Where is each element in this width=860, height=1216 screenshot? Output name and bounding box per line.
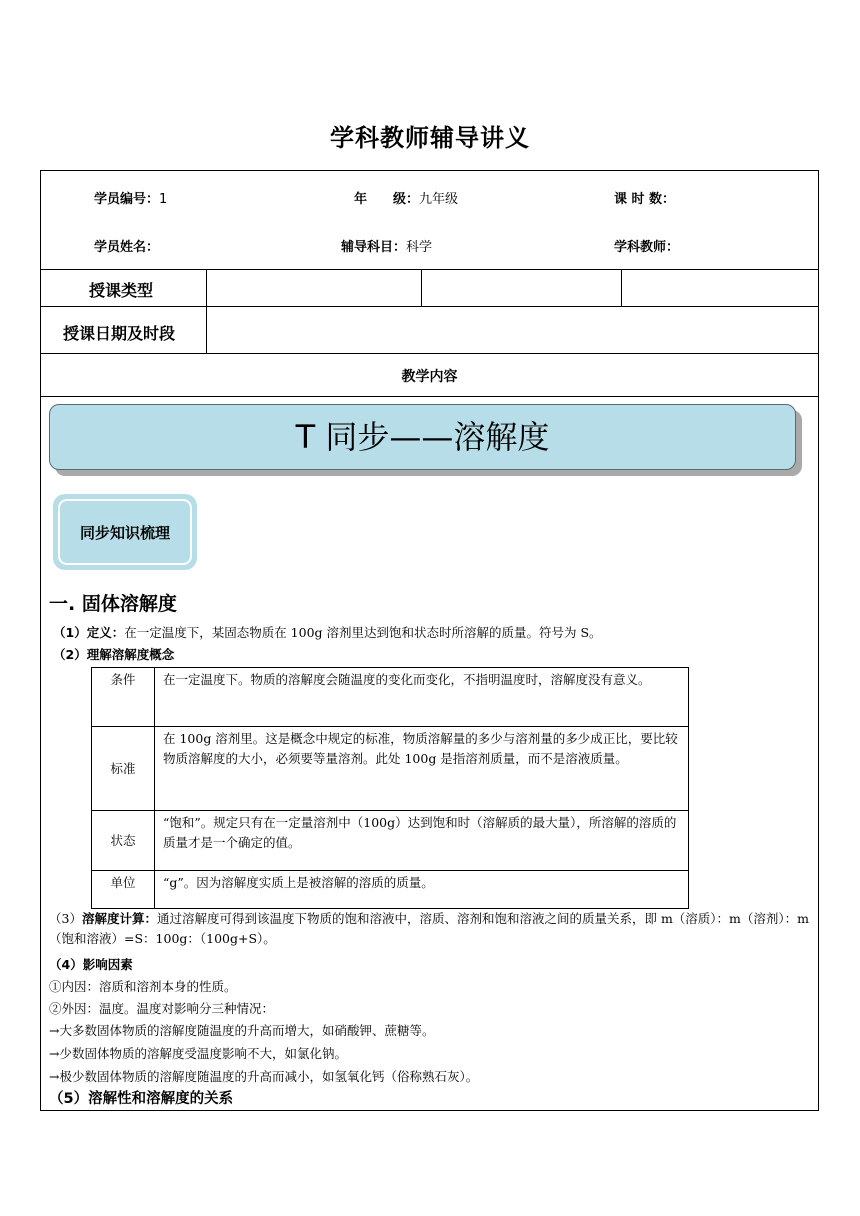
table-cell-key: 条件 <box>92 668 155 727</box>
divider <box>41 306 818 307</box>
relation-label: （5）溶解性和溶解度的关系 <box>49 1091 234 1107</box>
hours-label: 课 时 数： <box>614 192 676 207</box>
lesson-frame <box>40 170 819 1111</box>
student-id-value: 1 <box>159 192 168 207</box>
divider <box>41 396 818 397</box>
document-title: 学科教师辅导讲义 <box>330 124 530 152</box>
definition-label: （1）定义： <box>53 625 125 640</box>
divider <box>421 269 422 306</box>
concept-table <box>91 667 689 909</box>
table-cell-value: 在一定温度下。物质的溶解度会随温度的变化而变化，不指明温度时，溶解度没有意义。 <box>155 668 689 727</box>
table-cell-value: “饱和”。规定只有在一定量溶剂中（100g）达到饱和时（溶解质的最大量），所溶解的溶质的质量才是一个确定的值。 <box>155 811 689 871</box>
student-name <box>94 236 159 255</box>
table-cell-value: 在 100g 溶剂里。这是概念中规定的标准，物质溶解量的多少与溶剂量的多少成正比，要比较物质溶解度的大小，必须要等量溶剂。此处 100g 是指溶剂质量，而不是溶液质量。 <box>155 727 689 811</box>
grade <box>354 188 458 207</box>
student-id <box>94 188 167 207</box>
teacher-label: 学科教师： <box>614 240 680 255</box>
table-row <box>92 811 689 871</box>
teaching-content-label: 教学内容 <box>401 369 458 385</box>
table-cell-key: 状态 <box>92 811 155 871</box>
calc-label: 溶解度计算： <box>81 911 157 926</box>
section-badge <box>53 494 197 570</box>
table-row <box>92 871 689 909</box>
student-name-label: 学员姓名： <box>94 240 160 255</box>
lesson-type-label: 授课类型 <box>89 281 154 300</box>
calc-prefix: （3） <box>49 911 82 926</box>
table-row <box>92 727 689 811</box>
divider <box>41 353 818 354</box>
subject-label: 辅导科目： <box>341 240 407 255</box>
definition <box>53 623 602 643</box>
topic-banner <box>49 404 796 470</box>
case-decrease: →极少数固体物质的溶解度随温度的升高而减小，如氢氧化钙（俗称熟石灰）。 <box>49 1069 479 1084</box>
case-increase: →大多数固体物质的溶解度随温度的升高而增大，如硝酸钾、蔗糖等。 <box>49 1023 435 1038</box>
table-row <box>92 668 689 727</box>
table-cell-value: “g”。因为溶解度实质上是被溶解的溶质的质量。 <box>155 871 689 909</box>
calculation <box>49 909 811 949</box>
section-badge-label: 同步知识梳理 <box>58 499 192 565</box>
calc-text: 通过溶解度可得到该温度下物质的饱和溶液中，溶质、溶剂和饱和溶液之间的质量关系，即 m（溶质）：m（溶剂）：m（饱和溶液）=S：100g：（100g+S）。 <box>49 911 810 946</box>
table-cell-key: 单位 <box>92 871 155 909</box>
grade-label: 年 级： <box>354 192 420 207</box>
subject-value: 科学 <box>406 240 433 255</box>
divider <box>41 269 818 270</box>
divider <box>206 269 207 353</box>
definition-text: 在一定温度下，某固态物质在 100g 溶剂里达到饱和状态时所溶解的质量。符号为 S。 <box>124 625 602 640</box>
table-cell-key: 标准 <box>92 727 155 811</box>
section-heading: 一. 固体溶解度 <box>49 593 177 615</box>
teacher <box>614 236 679 255</box>
concept-label: （2）理解溶解度概念 <box>53 647 175 662</box>
divider <box>621 269 622 306</box>
hours <box>614 188 675 207</box>
subject <box>341 236 432 255</box>
factor-internal: ①内因：溶质和溶剂本身的性质。 <box>49 979 237 994</box>
factor-external: ②外因：温度。温度对影响分三种情况： <box>49 1001 275 1016</box>
factors-label: （4）影响因素 <box>49 957 133 972</box>
case-stable: →少数固体物质的溶解度受温度影响不大，如氯化钠。 <box>49 1046 347 1061</box>
lesson-date-label: 授课日期及时段 <box>63 324 176 343</box>
student-id-label: 学员编号： <box>94 192 160 207</box>
grade-value: 九年级 <box>419 192 459 207</box>
topic-title: T 同步——溶解度 <box>295 418 550 456</box>
